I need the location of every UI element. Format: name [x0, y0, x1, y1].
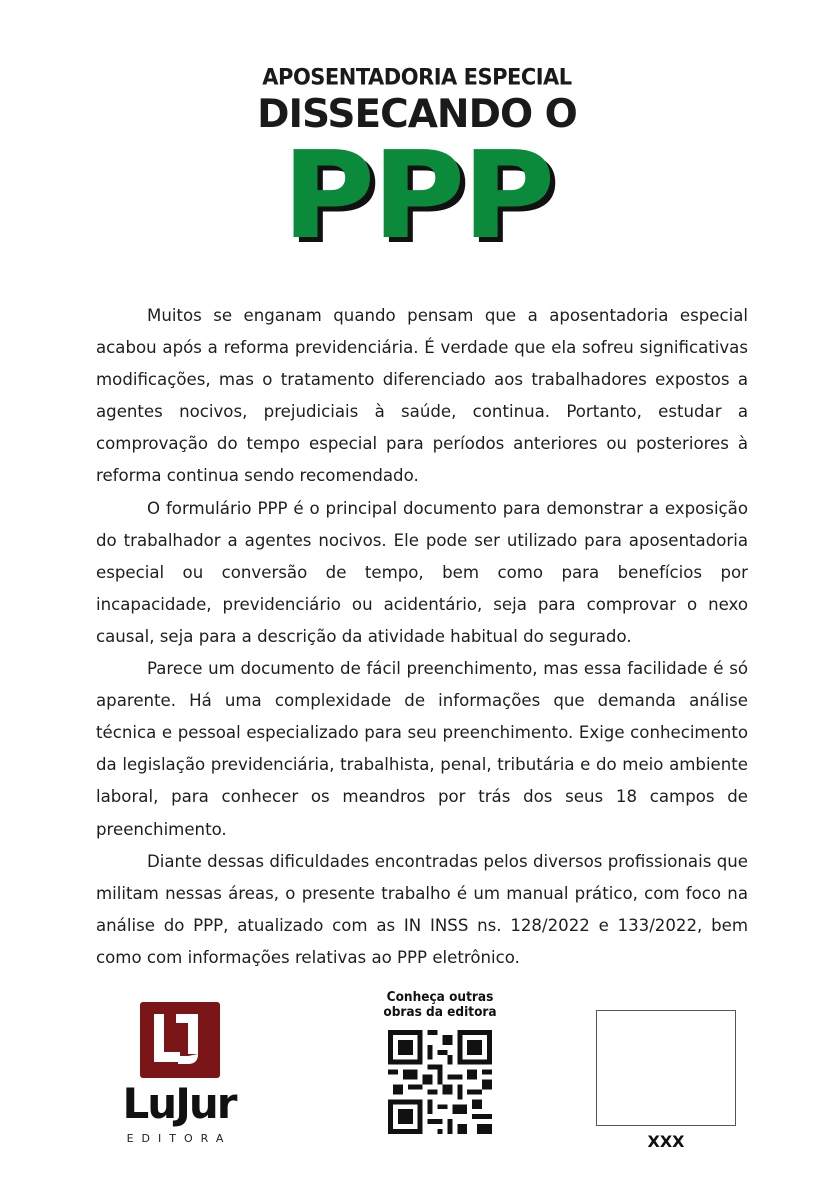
- paragraph-4: Diante dessas dificuldades encontradas pelos diversos profissionais que militam nessas áreas, o presente trabalho é um manual prático, com foco na análise do PPP, atualizado com as IN INSS ns. 128/2022 e 133/2022, bem como com informações relativas ao PPP eletrônico.: [96, 851, 748, 967]
- paragraph-1: Muitos se enganam quando pensam que a aposentadoria especial acabou após a reforma previdenciária. É verdade que ela sofreu significativas modificações, mas o tratamento diferenciado aos trabalhadores expostos a agentes nocivos, prejudiciais à saúde, continua. Portanto, estudar a comprovação do tempo especial para períodos anteriores ou posteriores à reforma continua sendo recomendado.: [96, 306, 748, 486]
- back-cover-text: [96, 300, 748, 974]
- lj-monogram-icon: [140, 1002, 220, 1078]
- paragraph-3: Parece um documento de fácil preenchimento, mas essa facilidade é só aparente. Há uma complexidade de informações que demanda análise técnica e pessoal especializado para seu preenchimento. Exige conhecimento da legislação previdenciária, trabalhista, penal, tributária e do meio ambiente laboral, para conhecer os meandros por trás dos seus 18 campos de preenchimento.: [96, 659, 748, 839]
- qr-section: [380, 990, 500, 1134]
- paragraph-2: O formulário PPP é o principal documento para demonstrar a exposição do trabalhador a agentes nocivos. Ele pode ser utilizado para aposentadoria especial ou conversão de tempo, bem como para benefícios por incapacidade, previdenciário ou acidentário, seja para comprovar o nexo causal, seja para a descrição da atividade habitual do segurado.: [96, 498, 748, 646]
- barcode-label: XXX: [647, 1132, 685, 1151]
- qr-caption-line2: obras da editora: [383, 1004, 497, 1020]
- publisher-name: LuJur: [122, 1079, 236, 1128]
- title-kicker: APOSENTADORIA ESPECIAL: [262, 64, 572, 90]
- barcode-placeholder: [596, 1010, 736, 1126]
- title-headline: DISSECANDO O: [257, 92, 577, 137]
- title-acronym: PPP: [281, 127, 553, 266]
- qr-code-icon[interactable]: [388, 1030, 492, 1134]
- cover-title: [0, 64, 834, 266]
- publisher-subtitle: EDITORA: [126, 1132, 232, 1145]
- publisher-logo-icon: [140, 1002, 220, 1078]
- publisher-logo: [104, 1002, 254, 1150]
- qr-caption-line1: Conheça outras: [386, 989, 494, 1005]
